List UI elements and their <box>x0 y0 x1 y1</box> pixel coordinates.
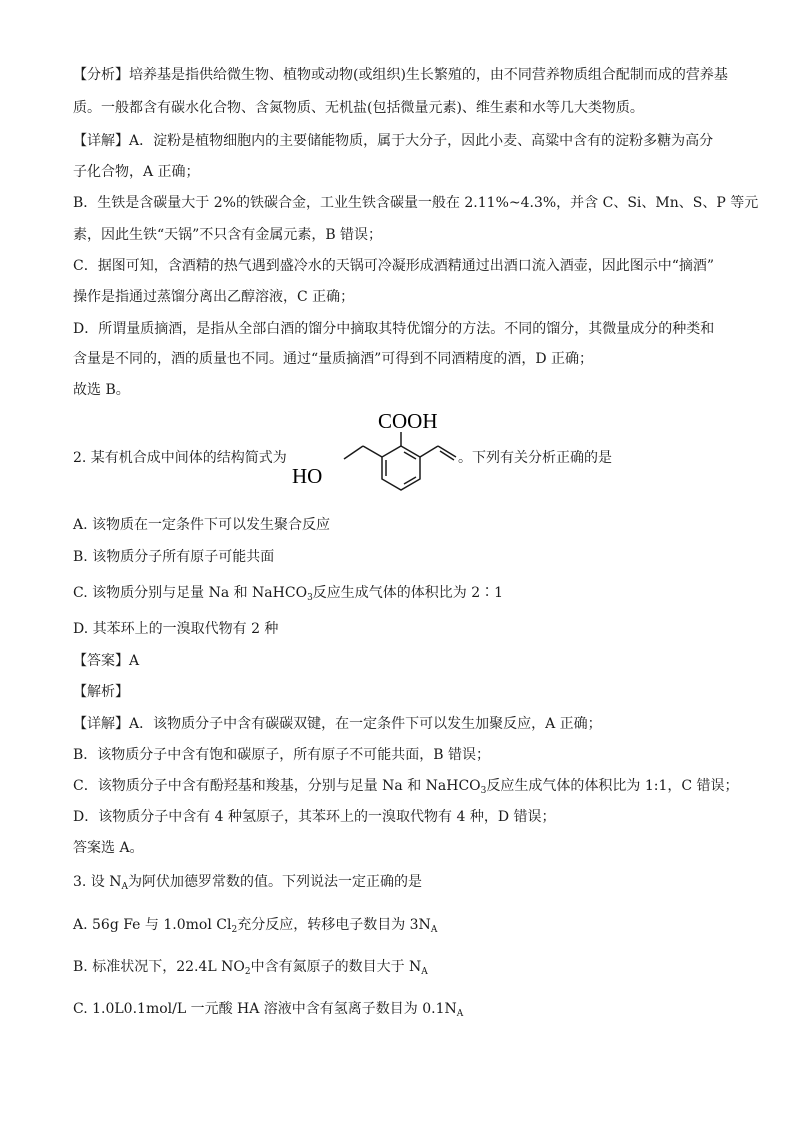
q2-detail-c <box>73 777 739 800</box>
q3-stem <box>73 873 422 896</box>
q2-option-d: D. 其苯环上的一溴取代物有 2 种 <box>73 621 279 637</box>
q2-detail-c-pre: C．该物质分子中含有酚羟基和羧基，分别与足量 Na 和 NaHCO <box>73 778 481 794</box>
q2-jiexi: 【解析】 <box>73 684 129 700</box>
q2-stem-before: 2. 某有机合成中间体的结构简式为 <box>73 450 287 466</box>
bond-oh <box>344 446 363 459</box>
q3-option-b-sub1: 2 <box>244 967 251 977</box>
q2-option-c-sub: 3 <box>307 593 313 603</box>
detail-a-line-1: 【详解】A．淀粉是植物细胞内的主要储能物质，属于大分子，因此小麦、高粱中含有的淀粉多糖为高分 <box>73 133 714 149</box>
q2-option-c-post: 反应生成气体的体积比为 2∶1 <box>312 585 504 601</box>
q3-option-b <box>73 958 428 981</box>
q2-stem-after: 。下列有关分析正确的是 <box>458 450 612 466</box>
q3-option-a-sub1: 2 <box>231 925 238 935</box>
q2-option-c-pre: C. 该物质分别与足量 Na 和 NaHCO <box>73 585 308 601</box>
q3-option-a <box>73 916 437 939</box>
q3-option-b-2: 中含有氮原子的数目大于 N <box>250 959 422 975</box>
q2-choose: 答案选 A。 <box>73 840 144 856</box>
q2-option-c <box>73 584 503 607</box>
q2-detail-c-sub: 3 <box>480 786 487 796</box>
ho-label: HO <box>292 464 323 488</box>
q2-option-b: B. 该物质分子所有原子可能共面 <box>73 549 275 565</box>
q2-detail-c-post: 反应生成气体的体积比为 1:1，C 错误； <box>486 778 739 794</box>
bond-vinyl <box>420 446 438 457</box>
q3-stem-pre: 3. 设 N <box>73 874 122 890</box>
q2-detail-d: D．该物质分子中含有 4 种氢原子，其苯环上的一溴取代物有 4 种，D 错误； <box>73 809 556 825</box>
q3-option-b-sub2: A <box>421 967 428 977</box>
bond-ch2 <box>363 446 382 457</box>
detail-c-line-2: 操作是指通过蒸馏分离出乙醇溶液，C 正确； <box>73 289 355 305</box>
structural-formula <box>288 404 468 494</box>
q3-stem-post: 为阿伏加德罗常数的值。下列说法一定正确的是 <box>128 874 423 890</box>
q2-answer: 【答案】A <box>73 653 140 669</box>
detail-b-line-2: 素，因此生铁“天锅”不只含有金属元素，B 错误； <box>73 227 383 243</box>
molecule-bonds <box>344 432 456 490</box>
benzene-ring <box>382 446 420 490</box>
q3-option-a-2: 充分反应，转移电子数目为 3N <box>237 917 431 933</box>
cooh-label: COOH <box>378 409 438 433</box>
q3-option-b-1: B. 标准状况下，22.4L NO <box>73 959 245 975</box>
detail-c-line-1: C．据图可知，含酒精的热气遇到盛冷水的天锅可冷凝形成酒精通过出酒口流入酒壶，因此图示中“摘酒” <box>73 258 715 274</box>
q2-detail-a: 【详解】A．该物质分子中含有碳碳双键，在一定条件下可以发生加聚反应，A 正确； <box>73 716 602 732</box>
detail-d-line-1: D．所谓量质摘酒，是指从全部白酒的馏分中摘取其特优馏分的方法。不同的馏分，其微量成分的种类和 <box>73 321 715 337</box>
detail-b-line-1: B．生铁是含碳量大于 2%的铁碳合金，工业生铁含碳量一般在 2.11%~4.3%，并含 C、Si、Mn、S、P 等元 <box>73 195 759 211</box>
q2-option-a: A. 该物质在一定条件下可以发生聚合反应 <box>73 517 331 533</box>
q3-option-a-1: A. 56g Fe 与 1.0mol Cl <box>73 917 232 933</box>
q3-option-c <box>73 1000 463 1023</box>
q3-option-c-1: C. 1.0L0.1mol/L 一元酸 HA 溶液中含有氢离子数目为 0.1N <box>73 1001 457 1017</box>
q2-detail-b: B．该物质分子中含有饱和碳原子，所有原子不可能共面，B 错误； <box>73 747 491 763</box>
analysis-line-2: 质。一般都含有碳水化合物、含氮物质、无机盐(包括微量元素)、维生素和水等几大类物质。 <box>73 100 644 116</box>
analysis-line-1: 【分析】培养基是指供给微生物、植物或动物(或组织)生长繁殖的，由不同营养物质组合配制而成的营养基 <box>73 67 728 83</box>
detail-a-line-2: 子化合物，A 正确； <box>73 164 200 180</box>
q3-stem-sub: A <box>121 882 129 892</box>
q3-option-c-sub: A <box>456 1009 464 1019</box>
detail-d-line-2: 含量是不同的，酒的质量也不同。通过“量质摘酒”可得到不同酒精度的酒，D 正确； <box>73 351 593 367</box>
q3-option-a-sub2: A <box>430 925 438 935</box>
choose-b-line: 故选 B。 <box>73 382 130 398</box>
